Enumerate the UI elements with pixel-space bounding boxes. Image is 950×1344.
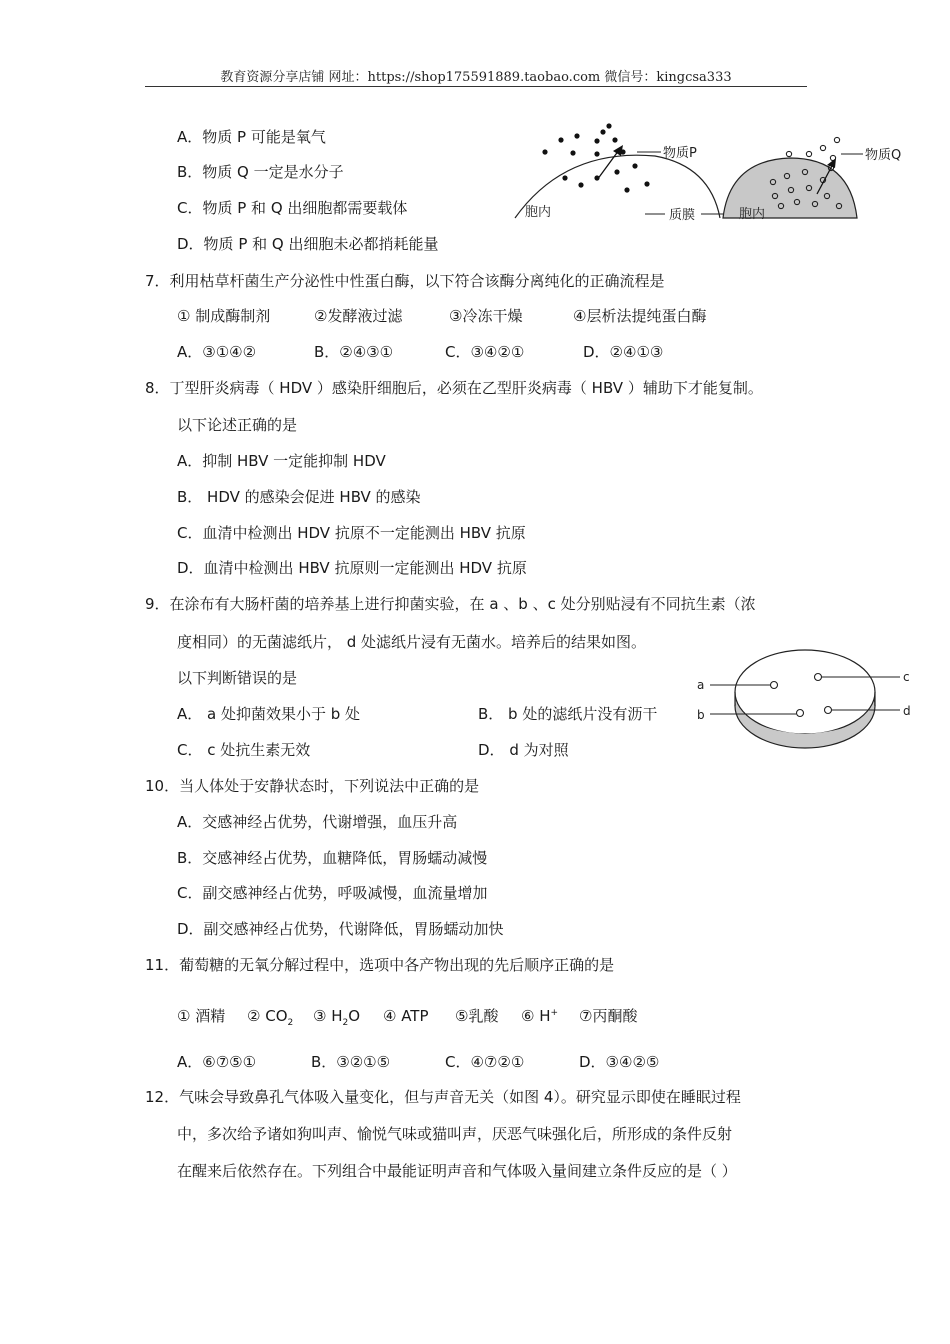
q9-option-d: D． d 为对照 (478, 741, 569, 759)
q12-line-2: 中，多次给予诸如狗叫声、愉悦气味或猫叫声，厌恶气味强化后，所形成的条件反射 (177, 1125, 733, 1143)
q11-product-6-sup: + (550, 1008, 559, 1018)
disc-d (825, 707, 832, 714)
q11-product-3-tail: O (348, 1007, 361, 1025)
q9-stem: 9．在涂布有大肠杆菌的培养基上进行抑菌实验，在 a 、b 、c 处分别贴浸有不同抗生素（浓 (145, 595, 756, 613)
page-header: 教育资源分享店铺 网址：https://shop175591889.taobao.com 微信号：kingcsa333 (220, 70, 732, 85)
q7-choice-b: B．②④③① (314, 343, 394, 361)
q11-product-6 (521, 1003, 579, 1026)
q11-product-4: ④ ATP (383, 1007, 429, 1025)
q12-line-1: 12．气味会导致鼻孔气体吸入量变化，但与声音无关（如图 4）。研究显示即使在睡眠过程 (145, 1088, 741, 1106)
q9-petri-dish-figure (690, 640, 920, 755)
q7-step-4: ④层析法提纯蛋白酶 (573, 307, 707, 325)
q7-choices (177, 342, 663, 362)
q8-option-b: B． HDV 的感染会促进 HBV 的感染 (177, 488, 421, 506)
dish-rim (735, 650, 875, 734)
q7-step-1: ① 制成酶制剂 (177, 307, 271, 325)
disc-c (815, 674, 822, 681)
q10-option-a: A．交感神经占优势，代谢增强，血压升高 (177, 813, 458, 831)
q11-choice-c: C．④⑦②① (445, 1053, 525, 1071)
q8-stem-2: 以下论述正确的是 (177, 416, 298, 434)
q9-stem-2: 度相同）的无菌滤纸片， d 处滤纸片浸有无菌水。培养后的结果如图。 (177, 633, 647, 651)
q6-option-c: C．物质 P 和 Q 出细胞都需要载体 (177, 199, 408, 217)
q7-steps (177, 306, 706, 326)
q10-option-b: B．交感神经占优势，血糖降低，胃肠蠕动减慢 (177, 849, 488, 867)
label-b: b (697, 708, 705, 722)
q11-choice-a: A．⑥⑦⑤① (177, 1053, 257, 1071)
q12-line-3: 在醒来后依然存在。下列组合中最能证明声音和气体吸入量间建立条件反应的是（ ） (177, 1162, 737, 1180)
q11-product-3-main: ③ H (313, 1007, 343, 1025)
q6-option-b: B．物质 Q 一定是水分子 (177, 163, 344, 181)
q10-option-d: D．副交感神经占优势，代谢降低，胃肠蠕动加快 (177, 920, 504, 938)
q7-step-3: ③冷冻干燥 (449, 307, 523, 325)
q9-option-c: C． c 处抗生素无效 (177, 741, 311, 759)
q8-option-d: D．血清中检测出 HBV 抗原则一定能测出 HDV 抗原 (177, 559, 527, 577)
q7-choice-c: C．③④②① (445, 343, 525, 361)
q7-choice-a: A．③①④② (177, 343, 257, 361)
q11-product-7: ⑦丙酮酸 (579, 1007, 638, 1025)
q8-option-c: C．血清中检测出 HDV 抗原不一定能测出 HBV 抗原 (177, 524, 526, 542)
q11-product-1: ① 酒精 (177, 1007, 226, 1025)
q8-stem: 8．丁型肝炎病毒（ HDV ）感染肝细胞后，必须在乙型肝炎病毒（ HBV ）辅助下才能复制。 (145, 379, 763, 397)
q11-product-2-main: ② CO (247, 1007, 288, 1025)
label-cell-interior-left: 胞内 (525, 205, 552, 220)
label-a: a (697, 678, 705, 692)
label-substance-p: 物质P (663, 146, 697, 161)
q6-membrane-figure (505, 118, 915, 228)
q11-product-2-sub: 2 (287, 1018, 294, 1028)
q6-option-d: D．物质 P 和 Q 出细胞未必都捎耗能量 (177, 235, 439, 253)
q7-choice-d: D．②④①③ (583, 343, 664, 361)
q9-stem-3: 以下判断错误的是 (177, 669, 298, 687)
label-c: c (903, 670, 910, 684)
label-d: d (903, 704, 911, 718)
q11-products (177, 1003, 637, 1033)
q11-product-3 (313, 1006, 383, 1033)
q9-option-a: A． a 处抑菌效果小于 b 处 (177, 705, 361, 723)
q11-choice-b: B．③②①⑤ (311, 1053, 391, 1071)
q7-stem: 7．利用枯草杆菌生产分泌性中性蛋白酶，以下符合该酶分离纯化的正确流程是 (145, 272, 665, 290)
label-membrane: 质膜 (669, 208, 696, 223)
label-substance-q: 物质Q (865, 148, 902, 163)
disc-b (797, 710, 804, 717)
q11-product-2 (247, 1006, 313, 1033)
q11-product-6-main: ⑥ H (521, 1007, 551, 1025)
disc-a (771, 682, 778, 689)
header-divider (145, 86, 807, 87)
q11-product-3-sub: 2 (342, 1018, 349, 1028)
particles-p (542, 123, 649, 192)
label-cell-interior-right: 胞内 (739, 207, 766, 222)
q11-choice-d: D．③④②⑤ (579, 1053, 660, 1071)
q7-step-2: ②发酵液过滤 (314, 307, 403, 325)
q11-choices (177, 1052, 659, 1072)
q8-option-a: A．抑制 HBV 一定能抑制 HDV (177, 452, 386, 470)
q6-option-a: A．物质 P 可能是氧气 (177, 128, 326, 146)
q11-product-5: ⑤乳酸 (455, 1007, 499, 1025)
q11-stem: 11．葡萄糖的无氧分解过程中，选项中各产物出现的先后顺序正确的是 (145, 956, 615, 974)
q10-option-c: C．副交感神经占优势，呼吸减慢，血流量增加 (177, 884, 488, 902)
q9-option-b: B． b 处的滤纸片没有沥干 (478, 705, 658, 723)
q10-stem: 10．当人体处于安静状态时，下列说法中正确的是 (145, 777, 480, 795)
